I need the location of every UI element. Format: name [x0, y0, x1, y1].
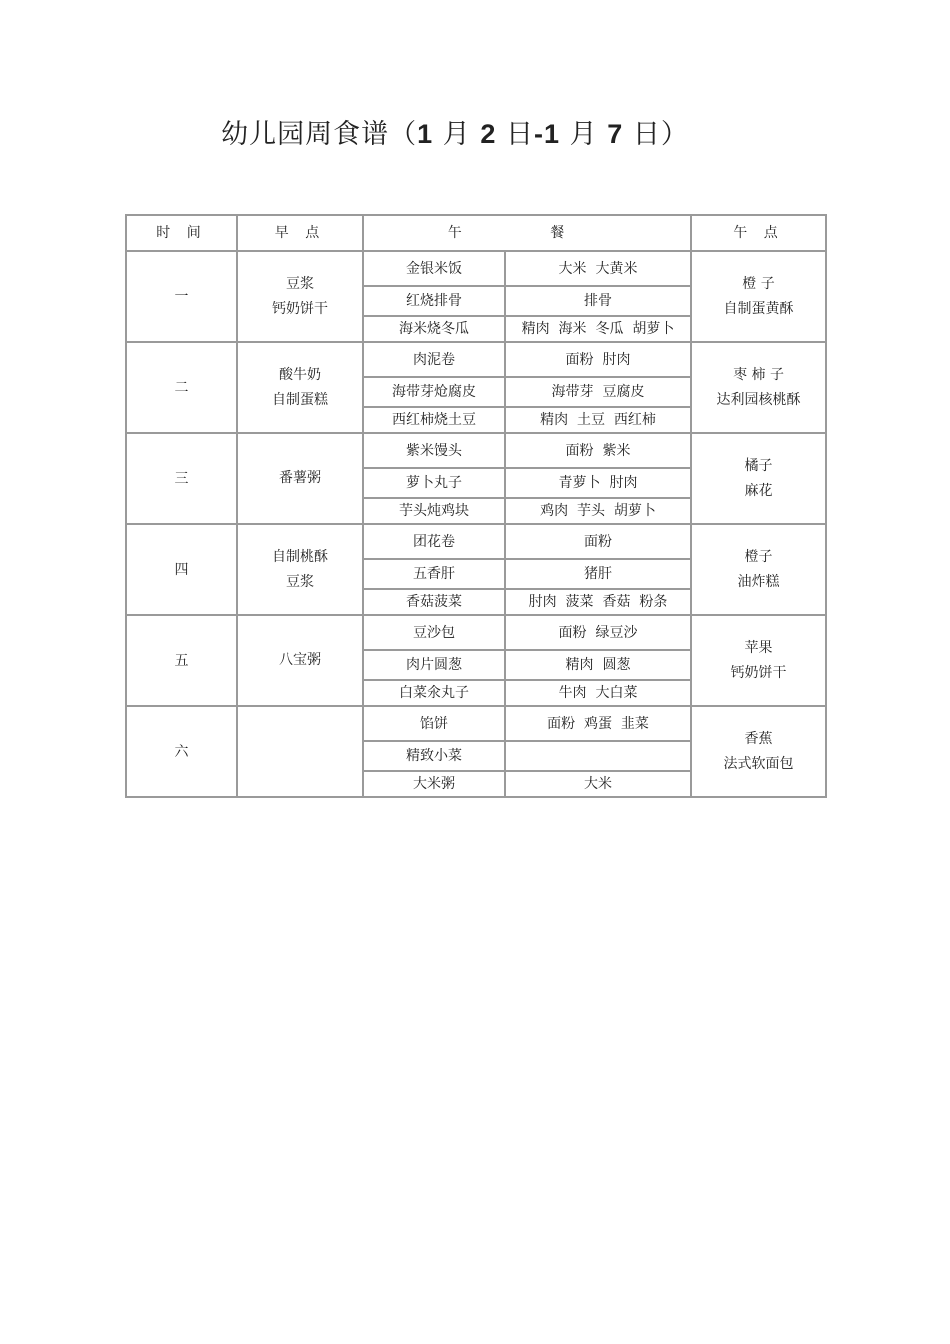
snack-item: 达利园核桃酥: [716, 391, 801, 408]
lunch-dish: 肉片圆葱: [363, 650, 505, 680]
snack-cell: [691, 615, 826, 706]
breakfast-cell: [237, 342, 363, 433]
snack-item: 麻花: [744, 482, 773, 499]
lunch-dish: 肉泥卷: [363, 342, 505, 377]
snack-item: 钙奶饼干: [730, 664, 787, 681]
breakfast-cell: [237, 706, 363, 797]
snack-item: 苹果: [744, 639, 773, 656]
lunch-ingredients: 排骨: [505, 286, 691, 316]
weekly-menu-table: [125, 214, 827, 798]
breakfast-item: 自制蛋糕: [272, 391, 328, 408]
snack-cell: [691, 524, 826, 615]
breakfast-cell: [237, 433, 363, 524]
breakfast-item: 八宝粥: [279, 652, 321, 668]
day-cell: 四: [126, 524, 237, 615]
snack-cell: [691, 342, 826, 433]
lunch-ingredients: 肘肉 菠菜 香菇 粉条: [505, 589, 691, 615]
breakfast-item: 豆浆: [286, 573, 314, 590]
lunch-ingredients: 大米: [505, 771, 691, 797]
lunch-dish: 金银米饭: [363, 251, 505, 286]
breakfast-item: 钙奶饼干: [272, 300, 328, 317]
snack-cell: [691, 251, 826, 342]
snack-item: 橙子: [744, 548, 773, 565]
lunch-ingredients: 面粉 绿豆沙: [505, 615, 691, 650]
lunch-ingredients: 鸡肉 芋头 胡萝卜: [505, 498, 691, 524]
snack-item: 自制蛋黄酥: [723, 300, 794, 317]
breakfast-item: 番薯粥: [279, 470, 321, 486]
header-row: [126, 215, 826, 251]
breakfast-cell: [237, 615, 363, 706]
table-row: [126, 615, 826, 650]
lunch-dish: 香菇菠菜: [363, 589, 505, 615]
table-row: [126, 706, 826, 741]
table-row: [126, 251, 826, 286]
lunch-ingredients: 面粉 肘肉: [505, 342, 691, 377]
lunch-ingredients: 精肉 土豆 西红柿: [505, 407, 691, 433]
lunch-dish: 大米粥: [363, 771, 505, 797]
day-cell: 二: [126, 342, 237, 433]
breakfast-cell: [237, 524, 363, 615]
snack-item: 油炸糕: [737, 573, 780, 590]
breakfast-item: 豆浆: [286, 275, 314, 292]
lunch-dish: 海米烧冬瓜: [363, 316, 505, 342]
lunch-dish: 海带芽炝腐皮: [363, 377, 505, 407]
table-row: [126, 433, 826, 468]
lunch-dish: 精致小菜: [363, 741, 505, 771]
table-row: [126, 342, 826, 377]
lunch-dish: 五香肝: [363, 559, 505, 589]
day-cell: 五: [126, 615, 237, 706]
day-cell: 六: [126, 706, 237, 797]
lunch-dish: 芋头炖鸡块: [363, 498, 505, 524]
lunch-dish: 萝卜丸子: [363, 468, 505, 498]
header-time: 时 间: [126, 215, 237, 251]
snack-item: 橙 子: [742, 275, 775, 292]
snack-item: 枣 柿 子: [733, 366, 784, 383]
day-cell: 一: [126, 251, 237, 342]
lunch-dish: 白菜氽丸子: [363, 680, 505, 706]
breakfast-item: 自制桃酥: [272, 548, 328, 565]
page-title: 幼儿园周食谱（1 月 2 日-1 月 7 日）: [221, 119, 689, 150]
lunch-dish: 馅饼: [363, 706, 505, 741]
snack-item: 橘子: [744, 457, 773, 474]
lunch-ingredients: 精肉 圆葱: [505, 650, 691, 680]
lunch-ingredients: [505, 741, 691, 771]
lunch-ingredients: 大米 大黄米: [505, 251, 691, 286]
lunch-ingredients: 面粉 鸡蛋 韭菜: [505, 706, 691, 741]
lunch-ingredients: 牛肉 大白菜: [505, 680, 691, 706]
table-row: [126, 524, 826, 559]
snack-cell: [691, 433, 826, 524]
lunch-dish: 团花卷: [363, 524, 505, 559]
day-cell: 三: [126, 433, 237, 524]
snack-item: 香蕉: [744, 730, 773, 747]
lunch-dish: 红烧排骨: [363, 286, 505, 316]
lunch-dish: 紫米馒头: [363, 433, 505, 468]
header-lunch: 午 餐: [363, 215, 691, 251]
lunch-ingredients: 面粉 紫米: [505, 433, 691, 468]
header-snack: 午 点: [691, 215, 826, 251]
lunch-ingredients: 猪肝: [505, 559, 691, 589]
lunch-dish: 豆沙包: [363, 615, 505, 650]
lunch-dish: 西红柿烧土豆: [363, 407, 505, 433]
breakfast-cell: [237, 251, 363, 342]
snack-item: 法式软面包: [723, 755, 794, 772]
lunch-ingredients: 精肉 海米 冬瓜 胡萝卜: [505, 316, 691, 342]
lunch-ingredients: 青萝卜 肘肉: [505, 468, 691, 498]
snack-cell: [691, 706, 826, 797]
header-breakfast: 早 点: [237, 215, 363, 251]
breakfast-item: 酸牛奶: [279, 366, 321, 383]
lunch-ingredients: 海带芽 豆腐皮: [505, 377, 691, 407]
lunch-ingredients: 面粉: [505, 524, 691, 559]
